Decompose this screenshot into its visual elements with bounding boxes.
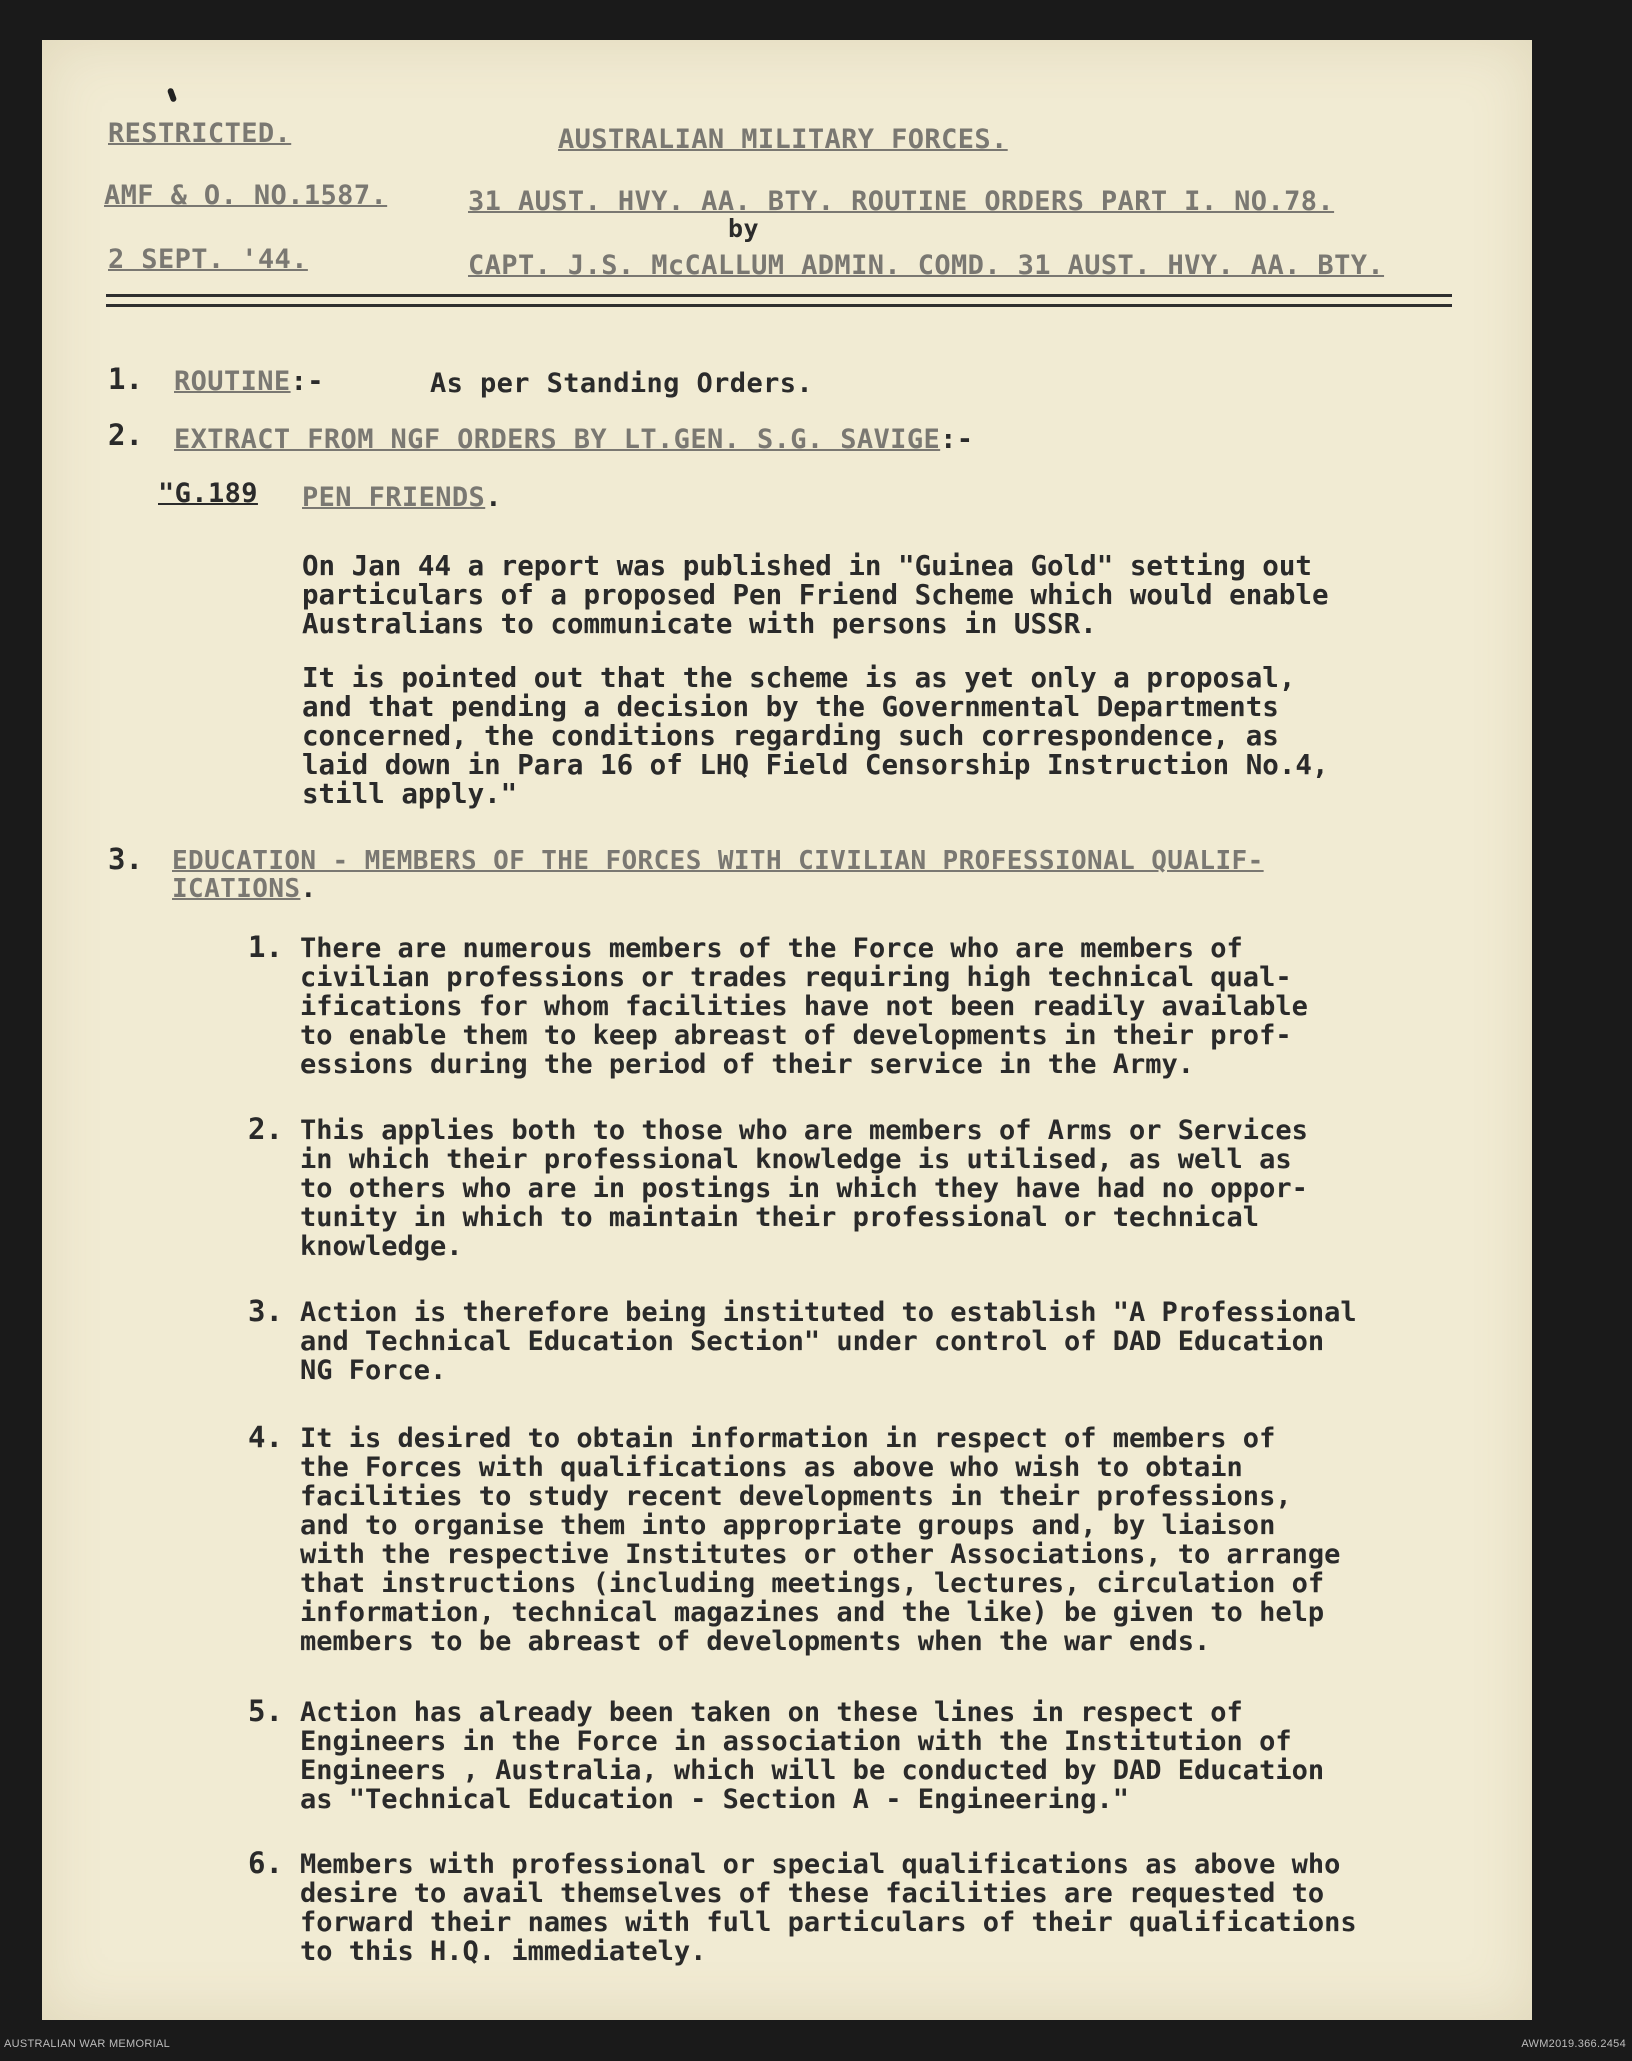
section-2-sub-heading-suffix: . <box>485 482 502 513</box>
item-3-number: 3. <box>248 1294 283 1328</box>
para-line: knowledge. <box>300 1231 463 1262</box>
para-line: Action has already been taken on these lines in respect of <box>300 1697 1243 1728</box>
para-line: to this H.Q. immediately. <box>300 1936 707 1967</box>
para-line: members to be abreast of developments when the war ends. <box>300 1626 1211 1657</box>
organisation: AUSTRALIAN MILITARY FORCES. <box>558 124 1008 155</box>
para-line: still apply." <box>302 778 518 810</box>
archive-credit: AUSTRALIAN WAR MEMORIAL <box>4 2038 171 2050</box>
para-line: Action is therefore being instituted to establish "A Professional <box>300 1297 1357 1328</box>
by-label: by <box>728 214 759 243</box>
section-2-sub-heading-line <box>302 482 502 513</box>
para-line: Australians to communicate with persons in USSR. <box>302 608 1097 640</box>
section-3-heading-line-1: EDUCATION - MEMBERS OF THE FORCES WITH CIVILIAN PROFESSIONAL QUALIF- <box>172 846 1264 876</box>
para-line: concerned, the conditions regarding such correspondence, as <box>302 720 1279 752</box>
order-date: 2 SEPT. '44. <box>108 244 308 275</box>
section-3-number: 3. <box>108 842 143 876</box>
archive-reference: AWM2019.366.2454 <box>1521 2038 1626 2050</box>
item-6-number: 6. <box>248 1846 283 1880</box>
para-line: Engineers in the Force in association with the Institution of <box>300 1726 1292 1757</box>
order-reference: AMF & O. NO.1587. <box>104 180 388 211</box>
pen-friends-paragraph-1 <box>302 552 1329 639</box>
section-2-sub-ref: "G.189 <box>158 478 258 509</box>
item-1-text <box>300 934 1308 1079</box>
para-line: and that pending a decision by the Governmental Departments <box>302 691 1279 723</box>
order-title: 31 AUST. HVY. AA. BTY. ROUTINE ORDERS PART I. NO.78. <box>468 186 1335 217</box>
para-line: It is desired to obtain information in respect of members of <box>300 1423 1276 1454</box>
item-2-number: 2. <box>248 1112 283 1146</box>
section-1-text: As per Standing Orders. <box>430 368 814 399</box>
para-line: desire to avail themselves of these facilities are requested to <box>300 1878 1325 1909</box>
para-line: and Technical Education Section" under control of DAD Education <box>300 1326 1325 1357</box>
para-line: laid down in Para 16 of LHQ Field Censorship Instruction No.4, <box>302 749 1329 781</box>
para-line: forward their names with full particulars of their qualifications <box>300 1907 1357 1938</box>
para-line: facilities to study recent developments in their professions, <box>300 1481 1292 1512</box>
item-4-text <box>300 1424 1340 1656</box>
para-line: civilian professions or trades requiring high technical qual- <box>300 962 1292 993</box>
header-rule-top <box>106 294 1452 297</box>
para-line: particulars of a proposed Pen Friend Scheme which would enable <box>302 579 1329 611</box>
item-5-text <box>300 1698 1324 1814</box>
para-line: with the respective Institutes or other Associations, to arrange <box>300 1539 1341 1570</box>
para-line: This applies both to those who are members of Arms or Services <box>300 1115 1308 1146</box>
para-line: There are numerous members of the Force who are members of <box>300 933 1243 964</box>
section-2-sub-heading: PEN FRIENDS <box>302 482 486 513</box>
para-line: as "Technical Education - Section A - Engineering." <box>300 1784 1130 1815</box>
item-5-number: 5. <box>248 1694 283 1728</box>
para-line: information, technical magazines and the like) be given to help <box>300 1597 1325 1628</box>
para-line: the Forces with qualifications as above who wish to obtain <box>300 1452 1243 1483</box>
para-line: It is pointed out that the scheme is as yet only a proposal, <box>302 662 1296 694</box>
classification: RESTRICTED. <box>108 118 292 149</box>
header-rule-bottom <box>106 304 1452 307</box>
section-3-heading-suffix: . <box>300 874 317 904</box>
para-line: Members with professional or special qualifications as above who <box>300 1849 1341 1880</box>
item-6-text <box>300 1850 1357 1966</box>
para-line: that instructions (including meetings, lectures, circulation of <box>300 1568 1325 1599</box>
para-line: and to organise them into appropriate groups and, by liaison <box>300 1510 1276 1541</box>
section-1-heading-suffix: :- <box>290 366 324 397</box>
section-3-heading-2: ICATIONS <box>172 874 301 904</box>
item-4-number: 4. <box>248 1420 283 1454</box>
section-1-heading: ROUTINE <box>174 366 291 397</box>
pen-friends-paragraph-2 <box>302 664 1329 809</box>
para-line: ifications for whom facilities have not been readily available <box>300 991 1308 1022</box>
section-3-heading-line-2 <box>172 874 317 904</box>
para-line: On Jan 44 a report was published in "Guinea Gold" setting out <box>302 550 1312 582</box>
item-2-text <box>300 1116 1308 1261</box>
para-line: Engineers , Australia, which will be conducted by DAD Education <box>300 1755 1325 1786</box>
signatory: CAPT. J.S. McCALLUM ADMIN. COMD. 31 AUST. HVY. AA. BTY. <box>468 250 1385 281</box>
section-2-heading: EXTRACT FROM NGF ORDERS BY LT.GEN. S.G. SAVIGE <box>174 424 941 455</box>
para-line: essions during the period of their service in the Army. <box>300 1049 1195 1080</box>
section-2-heading-line <box>174 424 973 455</box>
section-2-number: 2. <box>108 418 143 452</box>
para-line: to others who are in postings in which they have had no oppor- <box>300 1173 1308 1204</box>
item-3-text <box>300 1298 1357 1385</box>
para-line: to enable them to keep abreast of developments in their prof- <box>300 1020 1292 1051</box>
para-line: tunity in which to maintain their professional or technical <box>300 1202 1260 1233</box>
section-2-heading-suffix: :- <box>940 424 974 455</box>
para-line: in which their professional knowledge is utilised, as well as <box>300 1144 1292 1175</box>
section-1-heading-line <box>174 366 324 397</box>
section-1-number: 1. <box>108 362 143 396</box>
item-1-number: 1. <box>248 930 283 964</box>
para-line: NG Force. <box>300 1355 447 1386</box>
